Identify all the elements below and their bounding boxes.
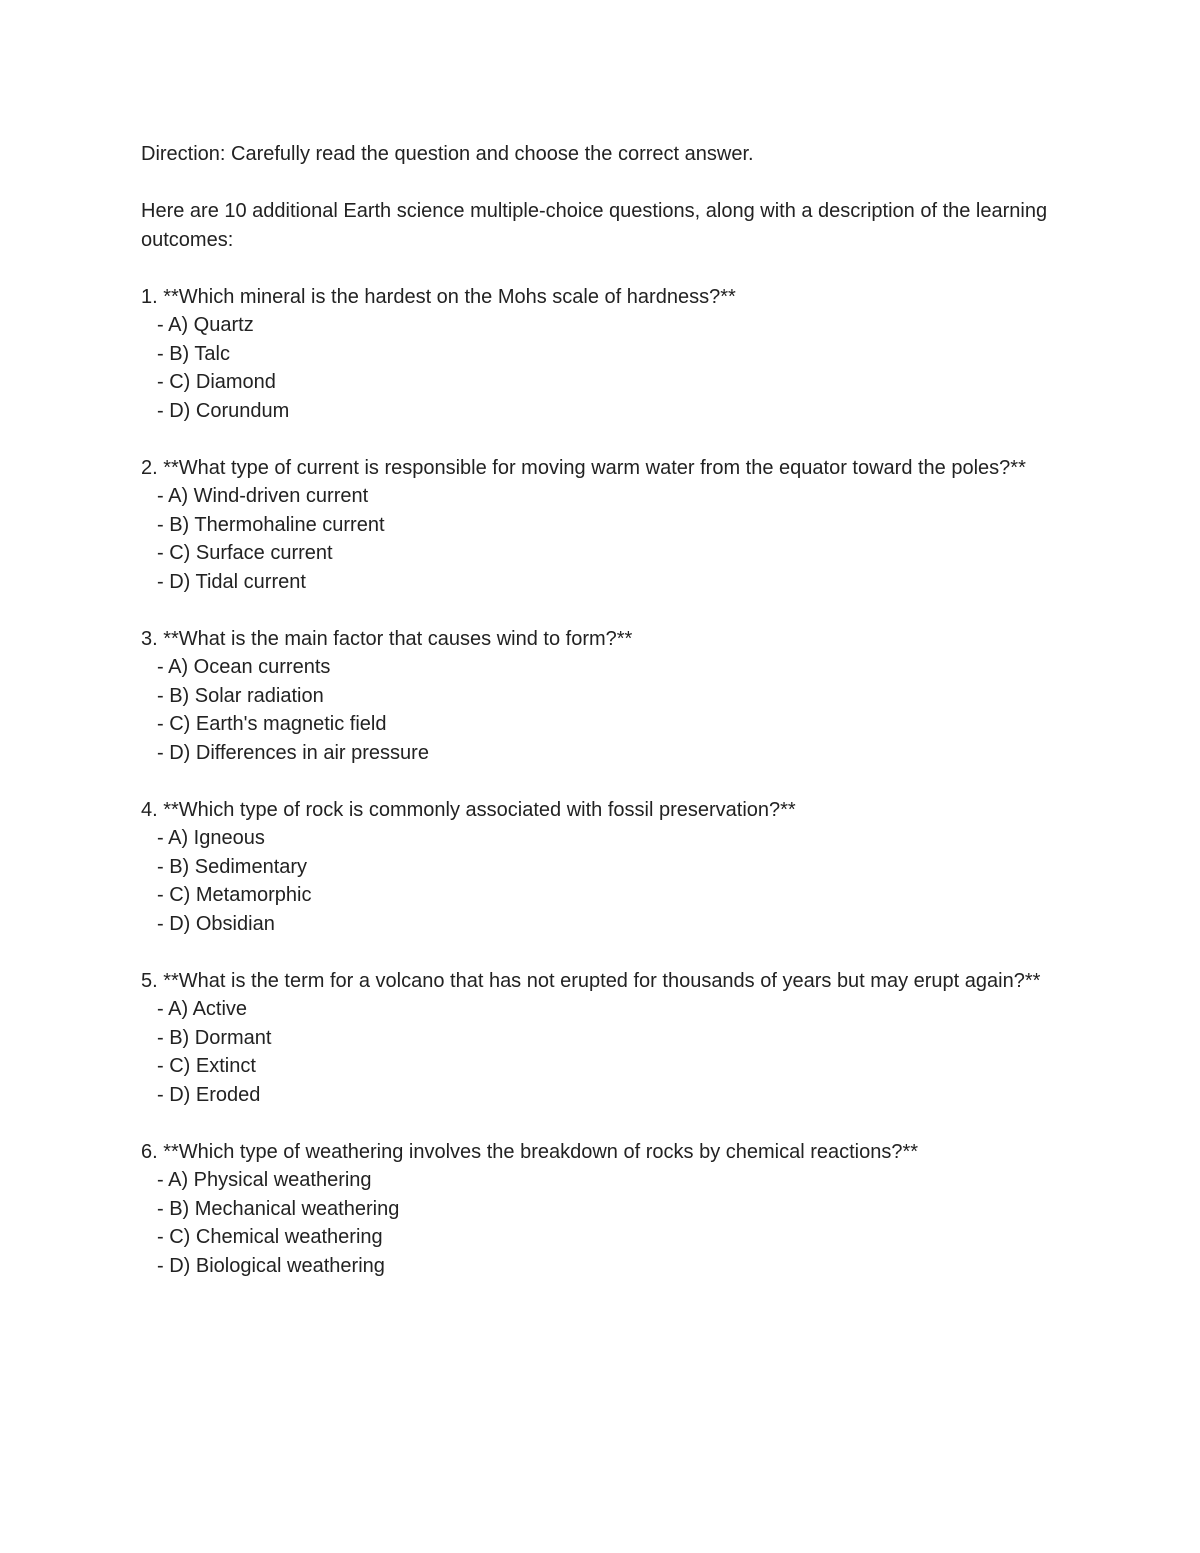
option-d: - D) Obsidian: [157, 912, 275, 935]
option-d: - D) Biological weathering: [157, 1254, 385, 1277]
option-list: [141, 311, 1061, 425]
option-c: - C) Extinct: [157, 1055, 256, 1077]
question-text: 3. **What is the main factor that causes wind to form?**: [141, 627, 633, 650]
spacer: [141, 254, 1061, 283]
option-a: - A) Ocean currents: [157, 656, 331, 678]
question-text: 5. **What is the term for a volcano that has not erupted for thousands of years but may erupt again?**: [141, 969, 1041, 992]
direction-text: Direction: Carefully read the question and choose the correct answer.: [141, 143, 754, 165]
option-a: - A) Quartz: [157, 314, 254, 336]
option-list: [141, 653, 1061, 767]
spacer: [141, 425, 1061, 454]
option-c: - C) Metamorphic: [157, 884, 312, 906]
question-3: [141, 625, 1061, 768]
option-c: - C) Chemical weathering: [157, 1226, 383, 1248]
option-b: - B) Dormant: [157, 1026, 272, 1049]
option-c: - C) Surface current: [157, 542, 333, 564]
option-a: - A) Active: [157, 998, 248, 1020]
spacer: [141, 1109, 1061, 1138]
option-b: - B) Solar radiation: [157, 684, 324, 707]
spacer: [141, 767, 1061, 796]
question-text: 6. **Which type of weathering involves the breakdown of rocks by chemical reactions?**: [141, 1140, 919, 1163]
question-2: [141, 454, 1061, 597]
document-body: [141, 140, 1061, 1280]
option-c: - C) Earth's magnetic field: [157, 713, 387, 735]
intro-text: Here are 10 additional Earth science multiple-choice questions, along with a description of the learning outcomes:: [141, 200, 1048, 251]
option-list: [141, 824, 1061, 938]
question-5: [141, 967, 1061, 1110]
spacer: [141, 938, 1061, 967]
question-text: 1. **Which mineral is the hardest on the Mohs scale of hardness?**: [141, 285, 736, 308]
option-b: - B) Thermohaline current: [157, 513, 385, 536]
option-b: - B) Sedimentary: [157, 855, 308, 878]
option-c: - C) Diamond: [157, 371, 276, 393]
option-d: - D) Tidal current: [157, 570, 306, 593]
option-list: [141, 995, 1061, 1109]
option-d: - D) Eroded: [157, 1083, 261, 1106]
option-b: - B) Talc: [157, 342, 230, 365]
option-d: - D) Corundum: [157, 399, 290, 422]
question-text: 2. **What type of current is responsible for moving warm water from the equator toward the poles?**: [141, 456, 1026, 479]
question-4: [141, 796, 1061, 939]
option-d: - D) Differences in air pressure: [157, 741, 429, 764]
option-a: - A) Physical weathering: [157, 1169, 372, 1191]
option-list: [141, 1166, 1061, 1280]
option-b: - B) Mechanical weathering: [157, 1197, 400, 1220]
option-a: - A) Igneous: [157, 827, 265, 849]
option-list: [141, 482, 1061, 596]
question-6: [141, 1138, 1061, 1281]
question-1: [141, 283, 1061, 426]
question-text: 4. **Which type of rock is commonly associated with fossil preservation?**: [141, 798, 796, 821]
option-a: - A) Wind-driven current: [157, 485, 369, 507]
spacer: [141, 596, 1061, 625]
spacer: [141, 169, 1061, 198]
